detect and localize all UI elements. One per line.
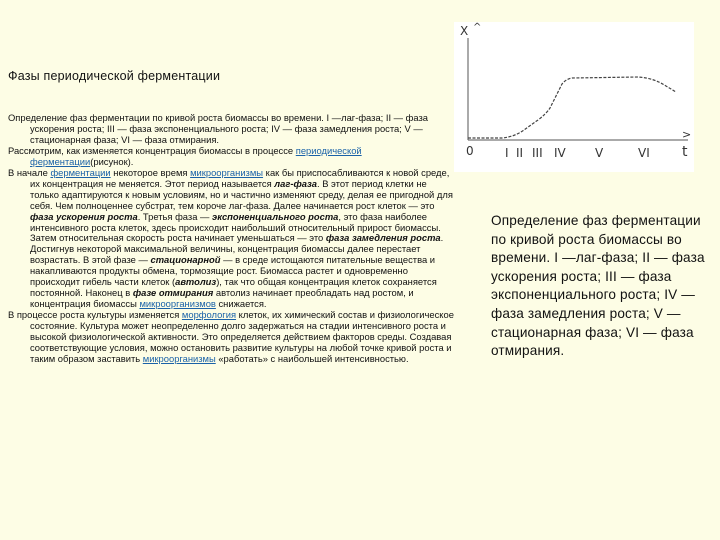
phase-label-iv: IV [554, 146, 566, 160]
paragraph-definition: Определение фаз ферментации по кривой роста биомассы во времени. I —лаг-фаза; II — фаза ускорения роста; III — фаза экспоненциального роста; IV — фаза замедления роста; V — стационарная фаза; VI — фаза отмирания. [8, 112, 428, 145]
growth-curve-figure [454, 22, 694, 172]
article-text [8, 113, 454, 365]
term-stationary-phase: стационарной [150, 254, 221, 266]
origin-label: 0 [466, 144, 474, 158]
summary-text: Определение фаз ферментации по кривой роста биомассы во времени. I —лаг-фаза; II — фаза ускорения роста; III — фаза экспоненциального роста; IV — фаза замедления роста; V — стационарная фаза; VI — фаза отмирания. [491, 213, 705, 359]
time-axis-label: t [682, 144, 688, 160]
y-axis-label: X [460, 24, 469, 38]
phase-label-vi: VI [638, 146, 650, 160]
term-death-phase: фазе отмирания [132, 287, 214, 299]
link-microorganisms-2[interactable]: микроорганизмов [139, 298, 216, 310]
y-axis-arrow: ^ [473, 22, 482, 33]
paragraph-intro: Рассмотрим, как изменяется концентрация биомассы в процессе периодической ферментации(рисунок). [8, 144, 362, 167]
term-lag-phase: лаг-фаза [274, 177, 317, 189]
term-autolysis: автолиз [175, 276, 217, 288]
link-morphology[interactable]: морфология [181, 309, 237, 321]
growth-curve-line [468, 77, 676, 138]
paragraph-morphology: В процессе роста культуры изменяется морфология клеток, их химический состав и физиологическое состояние. Культура может неопределенно долго задержаться на стадии интенсивного роста и высокой физиологической активности. Это определяется действием факторов среды. Создавая соответствующие условия, можно остановить развитие культуры на любой точке кривой роста и таким образом заставить микроорганизмы «работать» с наибольшей интенсивностью. [8, 309, 454, 364]
x-axis-arrow: > [682, 128, 692, 141]
phase-label-iii: III [532, 146, 543, 160]
term-exponential-phase: экспоненциального роста [212, 210, 339, 222]
phase-label-ii: II [516, 146, 524, 160]
link-periodic-fermentation[interactable]: периодической ферментации [30, 144, 362, 167]
term-acceleration-phase: фаза ускорения роста [30, 210, 138, 222]
phase-label-v: V [595, 146, 604, 160]
link-microorganisms-3[interactable]: микроорганизмы [142, 352, 216, 364]
slide-title: Фазы периодической ферментации [8, 69, 221, 83]
growth-curve-svg [454, 22, 694, 172]
term-deceleration-phase: фаза замедления роста [325, 232, 441, 244]
phase-label-i: I [505, 146, 509, 160]
link-microorganisms[interactable]: микроорганизмы [190, 166, 264, 178]
link-fermentation[interactable]: ферментации [50, 166, 111, 178]
paragraph-phases: В начале ферментации некоторое время микроорганизмы как бы приспосабливаются к новой среде, их концентрация не меняется. Этот период называется лаг-фаза. В этот период клетки не только адаптируются к новым условиям, но и частично изменяют среду, делая ее пригодной для себя. Чем полноценнее субстрат, тем короче лаг-фаза. Далее начинается рост клеток — это фаза ускорения роста. Третья фаза — экспоненциального роста, это фаза наиболее интенсивного роста клеток, здесь происходит наибольший относительный прирост биомассы. Затем относительная скорость роста начинает уменьшаться — это фаза замедления роста. Достигнув некоторой максимальной величины, концентрация биомассы далее перестает возрастать. В этой фазе — стационарной — в среде истощаются питательные вещества и накапливаются продукты обмена, тормозящие рост. Биомасса растет и одновременно происходит гибель части клеток (автолиз), так что общая концентрация клеток сохраняется постоянной. Наконец в фазе отмирания автолиз начинает преобладать над ростом, и концентрация биомассы микроорганизмов снижается. [8, 166, 453, 310]
